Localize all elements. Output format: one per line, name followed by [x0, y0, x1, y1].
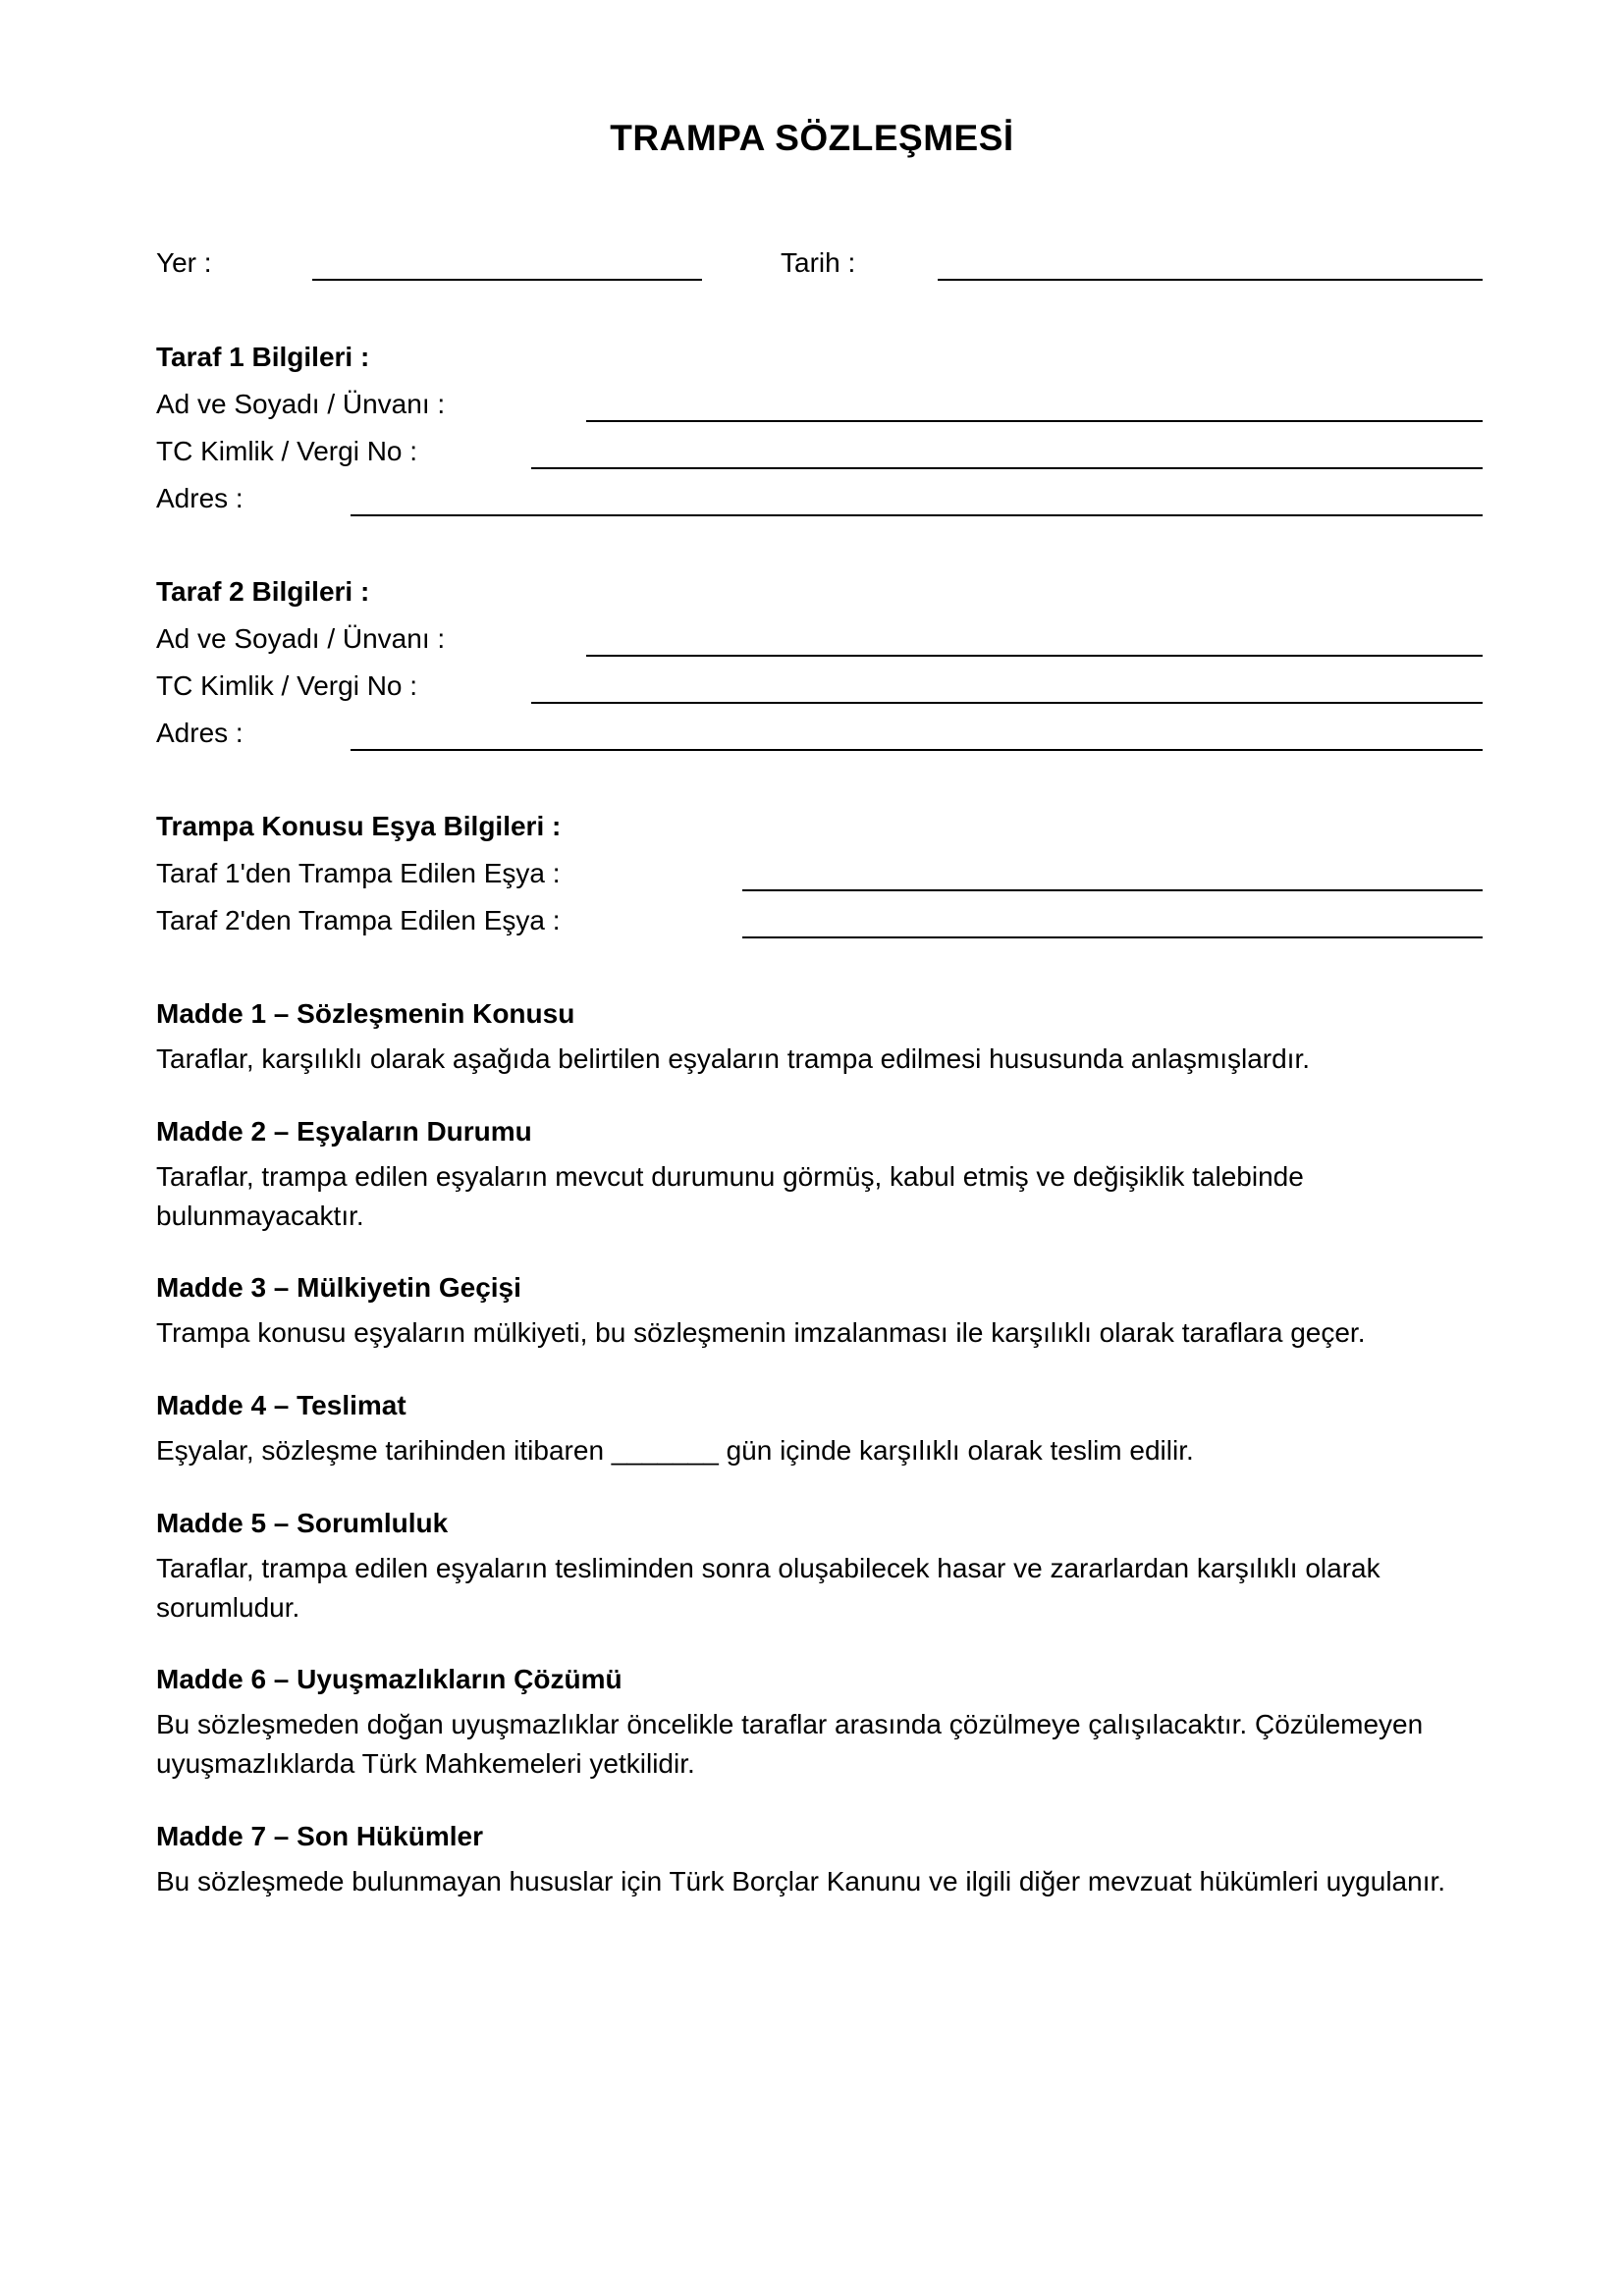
article-1-text: Taraflar, karşılıklı olarak aşağıda belirtilen eşyaların trampa edilmesi hususunda anlaşmışlardır. — [156, 1043, 1311, 1074]
article-6-heading: Madde 6 – Uyuşmazlıkların Çözümü — [156, 1664, 623, 1694]
article-4-heading: Madde 4 – Teslimat — [156, 1390, 406, 1420]
party2-item-field-line[interactable] — [742, 936, 1483, 938]
article-2-text: Taraflar, trampa edilen eşyaların mevcut durumunu görmüş, kabul etmiş ve değişiklik talebinde bulunmayacaktır. — [156, 1161, 1304, 1231]
party2-heading: Taraf 2 Bilgileri : — [156, 576, 370, 607]
article-7-heading: Madde 7 – Son Hükümler — [156, 1821, 483, 1851]
party1-name-label: Ad ve Soyadı / Ünvanı : — [156, 389, 446, 419]
article-6-text: Bu sözleşmeden doğan uyuşmazlıklar öncelikle taraflar arasında çözülmeye çalışılacaktır. Çözülemeyen uyuşmazlıklarda Türk Mahkemeleri yetkilidir. — [156, 1709, 1424, 1779]
article-2-heading: Madde 2 – Eşyaların Durumu — [156, 1116, 532, 1147]
party2-name-field-line[interactable] — [586, 655, 1483, 657]
party2-address-field-line[interactable] — [351, 749, 1483, 751]
party2-id-field-line[interactable] — [531, 702, 1483, 704]
article-4-text: Eşyalar, sözleşme tarihinden itibaren _______ gün içinde karşılıklı olarak teslim edilir. — [156, 1435, 1194, 1466]
place-label: Yer : — [156, 247, 212, 278]
date-field-line[interactable] — [938, 279, 1483, 281]
party2-name-label: Ad ve Soyadı / Ünvanı : — [156, 623, 446, 654]
article-1-heading: Madde 1 – Sözleşmenin Konusu — [156, 998, 575, 1029]
document-title: TRAMPA SÖZLEŞMESİ — [610, 118, 1014, 158]
party1-item-label: Taraf 1'den Trampa Edilen Eşya : — [156, 858, 561, 888]
party2-item-label: Taraf 2'den Trampa Edilen Eşya : — [156, 905, 561, 935]
party1-item-field-line[interactable] — [742, 889, 1483, 891]
party1-name-field-line[interactable] — [586, 420, 1483, 422]
party1-address-field-line[interactable] — [351, 514, 1483, 516]
party1-address-label: Adres : — [156, 483, 244, 513]
article-3-heading: Madde 3 – Mülkiyetin Geçişi — [156, 1272, 521, 1303]
party1-id-label: TC Kimlik / Vergi No : — [156, 436, 418, 466]
items-heading: Trampa Konusu Eşya Bilgileri : — [156, 811, 562, 841]
party2-address-label: Adres : — [156, 718, 244, 748]
article-3-text: Trampa konusu eşyaların mülkiyeti, bu sözleşmenin imzalanması ile karşılıklı olarak taraflara geçer. — [156, 1317, 1366, 1348]
article-5-heading: Madde 5 – Sorumluluk — [156, 1508, 449, 1538]
party1-id-field-line[interactable] — [531, 467, 1483, 469]
date-label: Tarih : — [781, 247, 856, 278]
party2-id-label: TC Kimlik / Vergi No : — [156, 670, 418, 701]
article-5-text: Taraflar, trampa edilen eşyaların tesliminden sonra oluşabilecek hasar ve zararlardan karşılıklı olarak sorumludur. — [156, 1553, 1380, 1623]
party1-heading: Taraf 1 Bilgileri : — [156, 342, 370, 372]
article-7-text: Bu sözleşmede bulunmayan hususlar için Türk Borçlar Kanunu ve ilgili diğer mevzuat hükümleri uygulanır. — [156, 1866, 1446, 1896]
place-field-line[interactable] — [312, 279, 702, 281]
